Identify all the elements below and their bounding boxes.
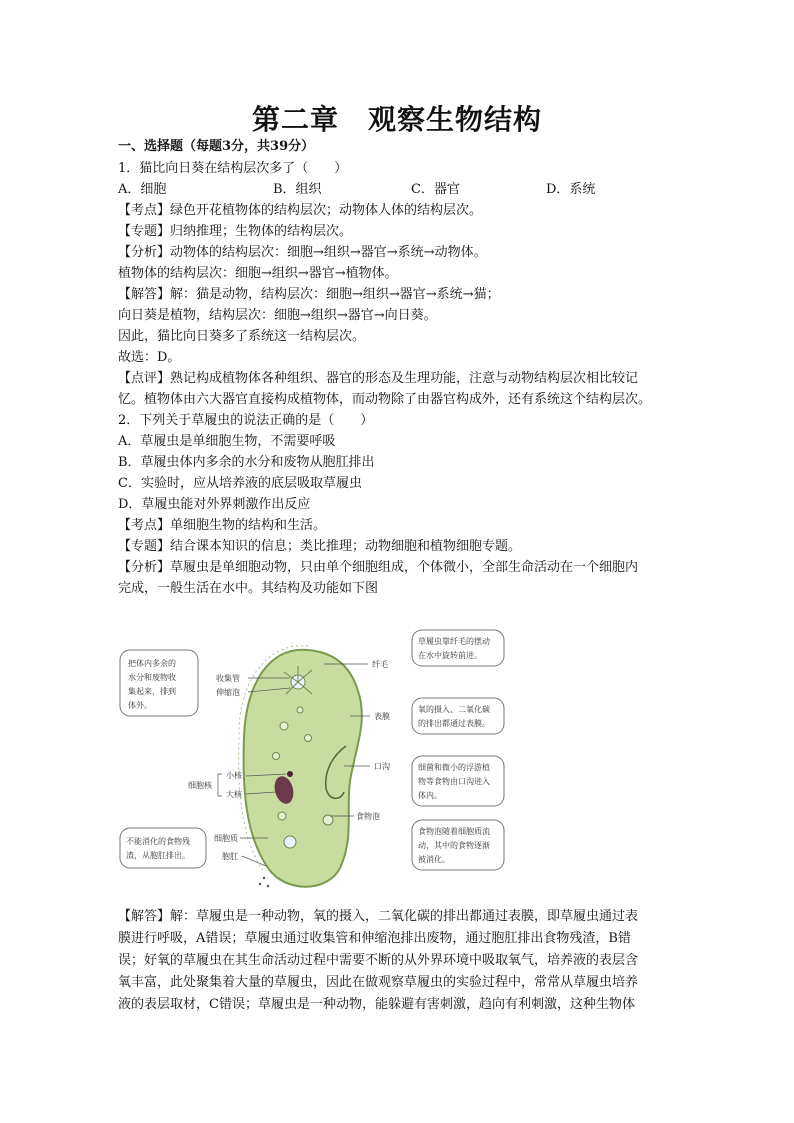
q2-kaodian: 【考点】单细胞生物的结构和生活。: [118, 518, 327, 533]
label-collecting-canal: 收集管: [216, 674, 240, 683]
micronucleus-icon: [287, 771, 293, 777]
q1-option-c: C．器官: [411, 182, 460, 197]
callout-right-4-line3: 被消化。: [418, 855, 450, 864]
q1-option-a: A．细胞: [118, 182, 167, 197]
label-cytoplasm: 细胞质: [214, 834, 238, 843]
q1-jieda-3: 因此，猫比向日葵多了系统这一结构层次。: [118, 329, 366, 344]
q2-fenxi-2: 完成，一般生活在水中。其结构及功能如下图: [118, 581, 379, 596]
q1-jieda-4: 故选：D。: [118, 350, 181, 365]
q2-option-c: C．实验时，应从培养液的底层吸取草履虫: [118, 476, 362, 491]
callout-right-4-line1: 食物泡随着细胞质流: [418, 827, 490, 836]
callout-left-bottom-2: 渣，从胞肛排出。: [126, 851, 190, 860]
q1-kaodian: 【考点】绿色开花植物体的结构层次；动物体人体的结构层次。: [118, 203, 483, 218]
q2-stem: 2．下列关于草履虫的说法正确的是（ ）: [118, 413, 374, 428]
label-anal-pore: 胞肛: [222, 852, 238, 861]
chapter-title: 第二章 观察生物结构: [251, 103, 542, 136]
q2-option-b: B．草履虫体内多余的水分和废物从胞肛排出: [118, 455, 375, 470]
q2-jieda-2: 膜进行呼吸，A错误；草履虫通过收集管和伸缩泡排出废物，通过胞肛排出食物残渣，B错: [118, 931, 631, 946]
section-heading: 一、选择题（每题3分，共39分）: [118, 139, 315, 154]
q2-option-d: D．草履虫能对外界刺激作出反应: [118, 497, 311, 512]
q1-option-b: B．组织: [273, 182, 322, 197]
q2-option-a: A．草履虫是单细胞生物，不需要呼吸: [118, 434, 336, 449]
q1-stem: 1．猫比向日葵在结构层次多了（ ）: [118, 161, 348, 176]
q1-jieda-1: 【解答】解：猫是动物，结构层次：细胞→组织→器官→系统→猫；: [118, 287, 500, 302]
callout-right-2-line1: 氧的摄入、二氧化碳: [418, 705, 490, 714]
q1-zhuanti: 【专题】归纳推理；生物体的结构层次。: [118, 224, 353, 239]
label-nucleus: 细胞核: [188, 781, 212, 790]
callout-left-top-2: 水分和废物收: [128, 673, 176, 682]
paramecium-diagram: [118, 606, 506, 898]
label-oral-groove: 口沟: [374, 762, 390, 771]
callout-left-top-3: 集起来，排到: [128, 687, 176, 696]
callout-right-1-line2: 在水中旋转前进。: [418, 651, 482, 660]
callout-right-3-line1: 细菌和微小的浮游植: [418, 763, 490, 772]
callout-left-top-1: 把体内多余的: [128, 659, 176, 668]
label-micronucleus: 小核: [226, 771, 242, 780]
label-contractile-vacuole: 伸缩泡: [216, 688, 240, 697]
q2-jieda-4: 氧丰富，此处聚集着大量的草履虫，因此在做观察草履虫的实验过程中，常常从草履虫培养: [118, 975, 639, 990]
label-pellicle: 表膜: [374, 712, 390, 721]
label-food-vacuole: 食物泡: [356, 812, 380, 821]
q1-fenxi-1: 【分析】动物体的结构层次：细胞→组织→器官→系统→动物体。: [118, 245, 487, 260]
callout-left-bottom-1: 不能消化的食物残: [126, 837, 190, 846]
q2-jieda-3: 误；好氧的草履虫在其生命活动过程中需要不断的从外界环境中吸取氧气，培养液的表层含: [118, 953, 639, 968]
callout-right-3-line2: 物等食物由口沟进入: [418, 777, 490, 786]
q1-fenxi-2: 植物体的结构层次：细胞→组织→器官→植物体。: [118, 266, 398, 281]
q1-jieda-2: 向日葵是植物，结构层次：细胞→组织→器官→向日葵。: [118, 308, 437, 323]
callout-right-2-line2: 的排出都通过表膜。: [418, 719, 490, 728]
q1-dianping-1: 【点评】熟记构成植物体各种组织、器官的形态及生理功能，注意与动物结构层次相比较记: [118, 371, 639, 386]
q2-jieda-1: 【解答】解：草履虫是一种动物，氧的摄入，二氧化碳的排出都通过表膜，即草履虫通过表: [118, 909, 639, 924]
callout-left-top-4: 体外。: [128, 701, 152, 710]
q2-zhuanti: 【专题】结合课本知识的信息；类比推理；动物细胞和植物细胞专题。: [118, 539, 522, 554]
label-cilia: 纤毛: [372, 660, 388, 669]
callout-right-3-line3: 体内。: [418, 791, 442, 800]
callout-right-4-line2: 动，其中的食物逐渐: [418, 841, 490, 850]
label-macronucleus: 大核: [226, 790, 242, 799]
q1-option-d: D．系统: [546, 182, 596, 197]
q1-dianping-2: 忆。植物体由六大器官直接构成植物体，而动物除了由器官构成外，还有系统这个结构层次。: [118, 392, 652, 407]
q2-fenxi-1: 【分析】草履虫是单细胞动物，只由单个细胞组成，个体微小，全部生命活动在一个细胞内: [118, 560, 639, 575]
callout-right-1-line1: 草履虫靠纤毛的摆动: [418, 637, 490, 646]
q2-jieda-5: 液的表层取材，C错误；草履虫是一种动物，能躲避有害刺激，趋向有利刺激，这种生物体: [118, 997, 635, 1012]
